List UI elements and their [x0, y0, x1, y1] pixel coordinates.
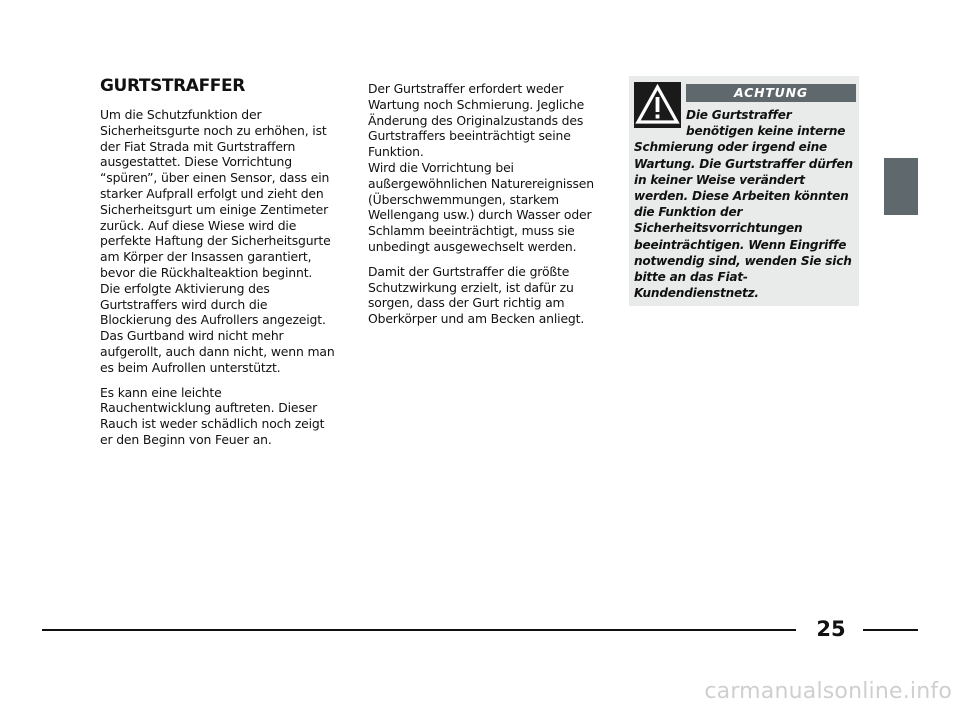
warning-box	[629, 76, 859, 306]
warning-text	[634, 107, 856, 301]
section-heading: GURTSTRAFFER	[100, 76, 245, 96]
body-paragraph: Wird die Vorrichtung bei außergewöhnlichen Naturereignissen (Überschwemmungen, starkem Wellengang usw.) durch Wasser oder Schlamm beeinträchtigt, muss sie unbedingt ausgewechselt werden.	[368, 159, 594, 254]
body-paragraph: Damit der Gurtstraffer die größte Schutzwirkung erzielt, ist dafür zu sorgen, dass der Gurt richtig am Oberkörper und am Becken anliegt.	[368, 263, 585, 327]
warning-text-content: Die Gurtstraffer benötigen keine interne Schmierung oder irgend eine Wartung. Die Gurtstraffer dürfen in keiner Weise verändert werden. Diese Arbeiten könnten die Funktion der Sicherheitsvorrichtungen beeinträchtigen. Wenn Eingriffe notwendig sind, wenden Sie sich bitte an das Fiat-Kundendienstnetz.	[634, 108, 853, 301]
body-paragraph: Um die Schutzfunktion der Sicherheitsgurte noch zu erhöhen, ist der Fiat Strada mit Gurtstraffern ausgestattet. Diese Vorrichtung “spüren”, über einen Sensor, dass ein starker Aufprall erfolgt und zieht den Sicherheitsgurt um einige Zentimeter zurück. Auf diese Wiese wird die perfekte Haftung der Sicherheitsgurte am Körper der Insassen garantiert, bevor die Rückhalteaktion beginnt. Die erfolgte Aktivierung des Gurtstraffers wird durch die Blockierung des Aufrollers angezeigt. Das Gurtband wird nicht mehr aufgerollt, auch dann nicht, wenn man es beim Aufrollen unterstützt.	[100, 107, 335, 375]
watermark: carmanualsonline.info	[704, 679, 952, 704]
footer-rule	[42, 629, 796, 631]
left-column	[100, 76, 336, 457]
footer-rule	[863, 629, 918, 631]
page-number: 25	[816, 617, 846, 641]
section-tab	[884, 158, 918, 215]
middle-column	[368, 81, 600, 336]
body-paragraph: Es kann eine leichte Rauchentwicklung auftreten. Dieser Rauch ist weder schädlich noch zeigt er den Beginn von Feuer an.	[100, 384, 325, 447]
warning-header: ACHTUNG	[686, 84, 856, 102]
body-paragraph: Der Gurtstraffer erfordert weder Wartung noch Schmierung. Jegliche Änderung des Originalzustands des Gurtstraffers beeinträchtigt seine Funktion.	[368, 81, 585, 160]
